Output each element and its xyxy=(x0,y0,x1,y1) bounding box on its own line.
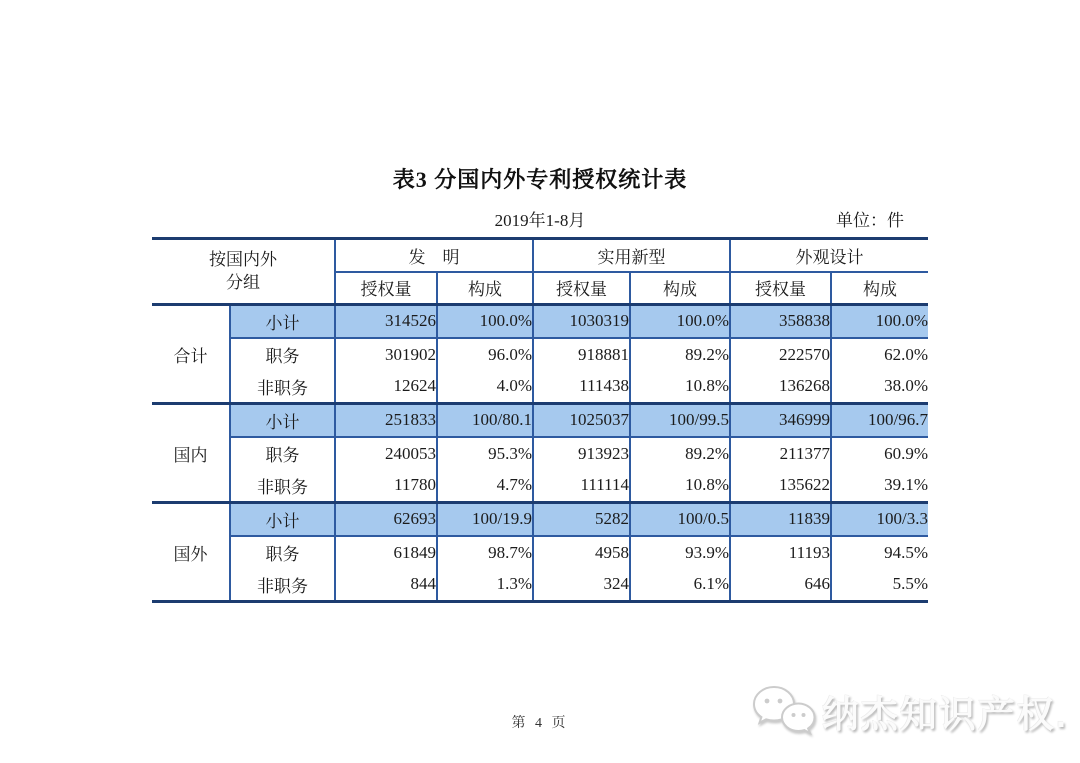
header-group-line1: 按国内外 xyxy=(209,249,277,269)
header-row-groups xyxy=(152,239,928,272)
cell-value: 12624 xyxy=(335,371,437,404)
page-number: 第 4 页 xyxy=(511,716,569,731)
row-label: 小计 xyxy=(230,503,335,536)
cell-value: 222570 xyxy=(730,338,831,371)
cell-value: 646 xyxy=(730,569,831,602)
cell-value: 240053 xyxy=(335,437,437,470)
table-row xyxy=(152,437,928,470)
subheader-composition: 构成 xyxy=(831,272,928,305)
cell-value: 251833 xyxy=(335,404,437,437)
cell-value: 94.5% xyxy=(831,536,928,569)
table-row xyxy=(152,536,928,569)
cell-value: 6.1% xyxy=(630,569,730,602)
cell-value: 4.7% xyxy=(437,470,533,503)
cell-value: 93.9% xyxy=(630,536,730,569)
row-label: 小计 xyxy=(230,404,335,437)
cell-value: 62693 xyxy=(335,503,437,536)
header-design: 外观设计 xyxy=(730,239,928,272)
cell-value: 89.2% xyxy=(630,338,730,371)
cell-value: 5282 xyxy=(533,503,630,536)
cell-value: 100/96.7 xyxy=(831,404,928,437)
cell-value: 62.0% xyxy=(831,338,928,371)
group-label-total: 合计 xyxy=(152,305,230,404)
cell-value: 61849 xyxy=(335,536,437,569)
header-group-line2: 分组 xyxy=(226,272,260,292)
cell-value: 111114 xyxy=(533,470,630,503)
cell-value: 100.0% xyxy=(437,305,533,338)
cell-value: 96.0% xyxy=(437,338,533,371)
cell-value: 11193 xyxy=(730,536,831,569)
table-title: 表3 分国内外专利授权统计表 xyxy=(392,167,688,192)
cell-value: 4.0% xyxy=(437,371,533,404)
table-subtitle-row xyxy=(152,206,928,232)
cell-value: 11780 xyxy=(335,470,437,503)
cell-value: 4958 xyxy=(533,536,630,569)
cell-value: 11839 xyxy=(730,503,831,536)
cell-value: 100/99.5 xyxy=(630,404,730,437)
row-label: 非职务 xyxy=(230,371,335,404)
cell-value: 1030319 xyxy=(533,305,630,338)
row-label: 职务 xyxy=(230,536,335,569)
group-label-foreign: 国外 xyxy=(152,503,230,602)
unit-label: 单位：件 xyxy=(836,211,904,230)
wechat-icon xyxy=(750,684,816,738)
table-row xyxy=(152,371,928,404)
cell-value: 100/0.5 xyxy=(630,503,730,536)
cell-value: 100/3.3 xyxy=(831,503,928,536)
cell-value: 301902 xyxy=(335,338,437,371)
cell-value: 1025037 xyxy=(533,404,630,437)
subheader-grants: 授权量 xyxy=(730,272,831,305)
group-label-domestic: 国内 xyxy=(152,404,230,503)
table-row xyxy=(152,470,928,503)
subheader-composition: 构成 xyxy=(630,272,730,305)
row-label: 职务 xyxy=(230,437,335,470)
cell-value: 100/80.1 xyxy=(437,404,533,437)
patent-grant-table xyxy=(152,237,928,603)
watermark-text: 纳杰知识产权. xyxy=(821,694,1068,735)
header-invention: 发 明 xyxy=(335,239,533,272)
row-label: 职务 xyxy=(230,338,335,371)
period-label: 2019年1-8月 xyxy=(494,211,586,230)
watermark xyxy=(750,684,1068,738)
row-label: 小计 xyxy=(230,305,335,338)
cell-value: 358838 xyxy=(730,305,831,338)
subheader-grants: 授权量 xyxy=(335,272,437,305)
cell-value: 324 xyxy=(533,569,630,602)
cell-value: 211377 xyxy=(730,437,831,470)
cell-value: 135622 xyxy=(730,470,831,503)
cell-value: 95.3% xyxy=(437,437,533,470)
cell-value: 5.5% xyxy=(831,569,928,602)
table-row xyxy=(152,503,928,536)
cell-value: 314526 xyxy=(335,305,437,338)
cell-value: 913923 xyxy=(533,437,630,470)
cell-value: 10.8% xyxy=(630,371,730,404)
cell-value: 111438 xyxy=(533,371,630,404)
cell-value: 346999 xyxy=(730,404,831,437)
header-utility-model: 实用新型 xyxy=(533,239,730,272)
cell-value: 136268 xyxy=(730,371,831,404)
cell-value: 60.9% xyxy=(831,437,928,470)
table-row xyxy=(152,338,928,371)
cell-value: 39.1% xyxy=(831,470,928,503)
table-row xyxy=(152,404,928,437)
cell-value: 100.0% xyxy=(831,305,928,338)
subheader-grants: 授权量 xyxy=(533,272,630,305)
cell-value: 1.3% xyxy=(437,569,533,602)
row-label: 非职务 xyxy=(230,470,335,503)
table-row xyxy=(152,305,928,338)
cell-value: 98.7% xyxy=(437,536,533,569)
cell-value: 844 xyxy=(335,569,437,602)
cell-value: 10.8% xyxy=(630,470,730,503)
row-label: 非职务 xyxy=(230,569,335,602)
table-row xyxy=(152,569,928,602)
cell-value: 38.0% xyxy=(831,371,928,404)
cell-value: 100.0% xyxy=(630,305,730,338)
header-group-by xyxy=(152,239,335,305)
cell-value: 89.2% xyxy=(630,437,730,470)
cell-value: 918881 xyxy=(533,338,630,371)
subheader-composition: 构成 xyxy=(437,272,533,305)
cell-value: 100/19.9 xyxy=(437,503,533,536)
